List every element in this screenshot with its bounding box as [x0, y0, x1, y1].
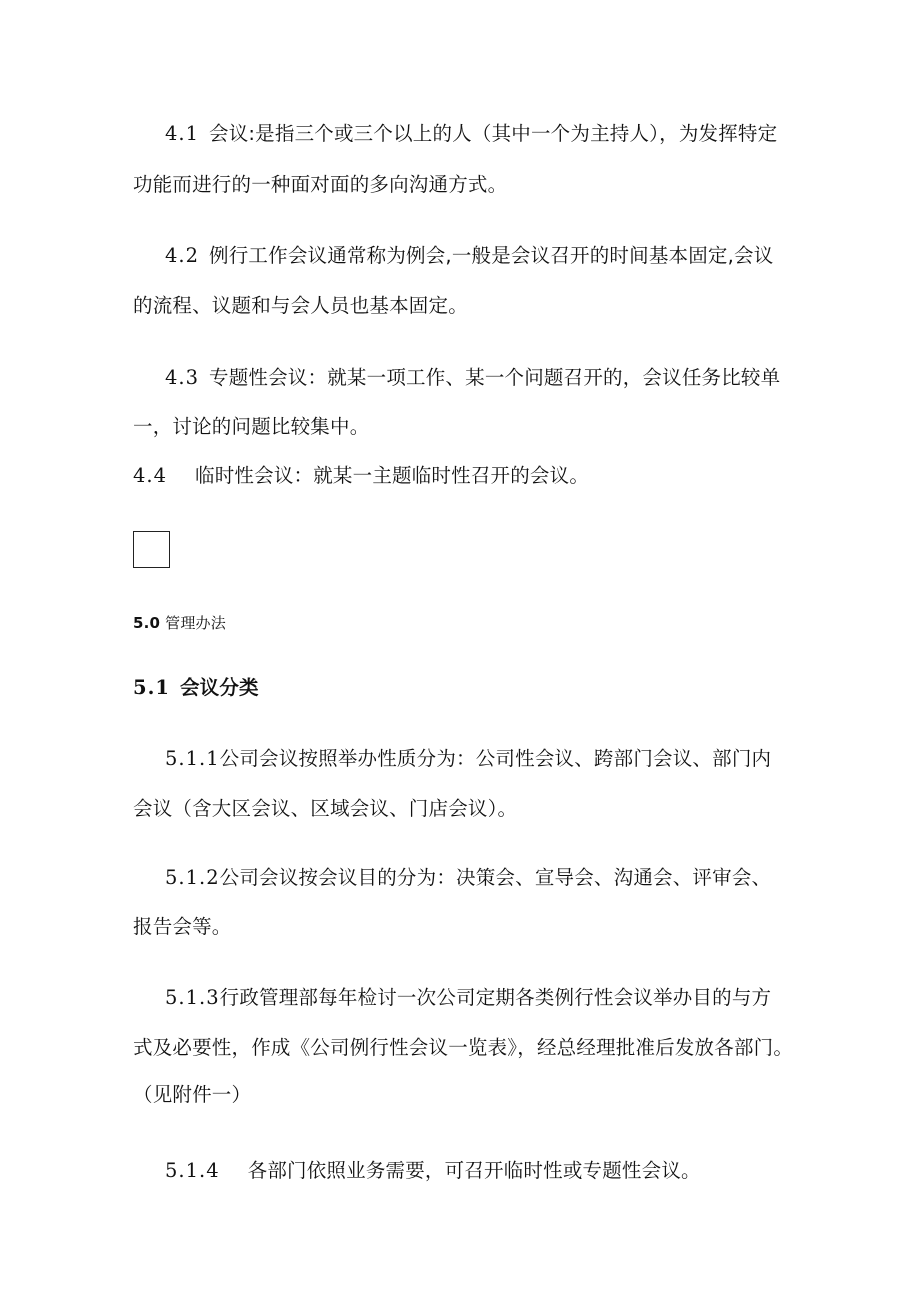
clause-5-1-1-line-2: 会议（含大区会议、区域会议、门店会议）。	[133, 797, 518, 820]
clause-number: 4.2	[165, 244, 200, 267]
clause-text: 公司会议按会议目的分为：决策会、宣导会、沟通会、评审会、	[219, 866, 772, 889]
clause-number: 4.3	[165, 366, 200, 389]
clause-4-1-line-2: 功能而进行的一种面对面的多向沟通方式。	[133, 173, 508, 196]
clause-text: 会议:是指三个或三个以上的人（其中一个为主持人），为发挥特定	[209, 122, 778, 145]
clause-4-3-line-1	[165, 364, 780, 392]
clause-text: 各部门依照业务需要，可召开临时性或专题性会议。	[247, 1159, 701, 1182]
clause-number: 5.1.2	[165, 866, 220, 889]
clause-4-2-line-2: 的流程、议题和与会人员也基本固定。	[133, 294, 468, 317]
section-5-heading	[133, 612, 226, 634]
clause-number: 5.1.3	[165, 986, 220, 1009]
clause-5-1-3-line-1	[165, 984, 771, 1012]
clause-5-1-1-line-1	[165, 745, 771, 773]
clause-5-1-2-line-1	[165, 864, 771, 892]
clause-number: 5.1.1	[165, 747, 220, 770]
clause-text: 专题性会议：就某一项工作、某一个问题召开的，会议任务比较单	[209, 366, 781, 389]
clause-text: 公司会议按照举办性质分为：公司性会议、跨部门会议、部门内	[219, 747, 772, 770]
empty-checkbox[interactable]	[133, 531, 170, 568]
clause-text: 例行工作会议通常称为例会,一般是会议召开的时间基本固定,会议	[209, 244, 774, 267]
subsection-title: 会议分类	[179, 676, 259, 699]
subsection-5-1-heading	[133, 674, 259, 702]
clause-5-1-2-line-2: 报告会等。	[133, 915, 232, 938]
section-number: 5.0	[133, 614, 161, 632]
clause-number: 5.1.4	[165, 1159, 220, 1182]
section-title: 管理办法	[165, 614, 226, 632]
clause-number: 4.1	[165, 122, 200, 145]
clause-text: 行政管理部每年检讨一次公司定期各类例行性会议举办目的与方	[219, 986, 772, 1009]
clause-4-1-line-1	[165, 120, 777, 148]
clause-4-4	[133, 462, 589, 490]
clause-5-1-3-line-2: 式及必要性，作成《公司例行性会议一览表》，经总经理批准后发放各部门。	[133, 1036, 794, 1059]
subsection-number: 5.1	[133, 676, 170, 699]
clause-number: 4.4	[133, 464, 168, 487]
clause-4-3-line-2: 一，讨论的问题比较集中。	[133, 415, 370, 438]
clause-5-1-3-line-3: （见附件一）	[133, 1083, 252, 1106]
clause-text: 临时性会议：就某一主题临时性召开的会议。	[195, 464, 590, 487]
clause-5-1-4	[165, 1157, 701, 1185]
clause-4-2-line-1	[165, 242, 773, 270]
